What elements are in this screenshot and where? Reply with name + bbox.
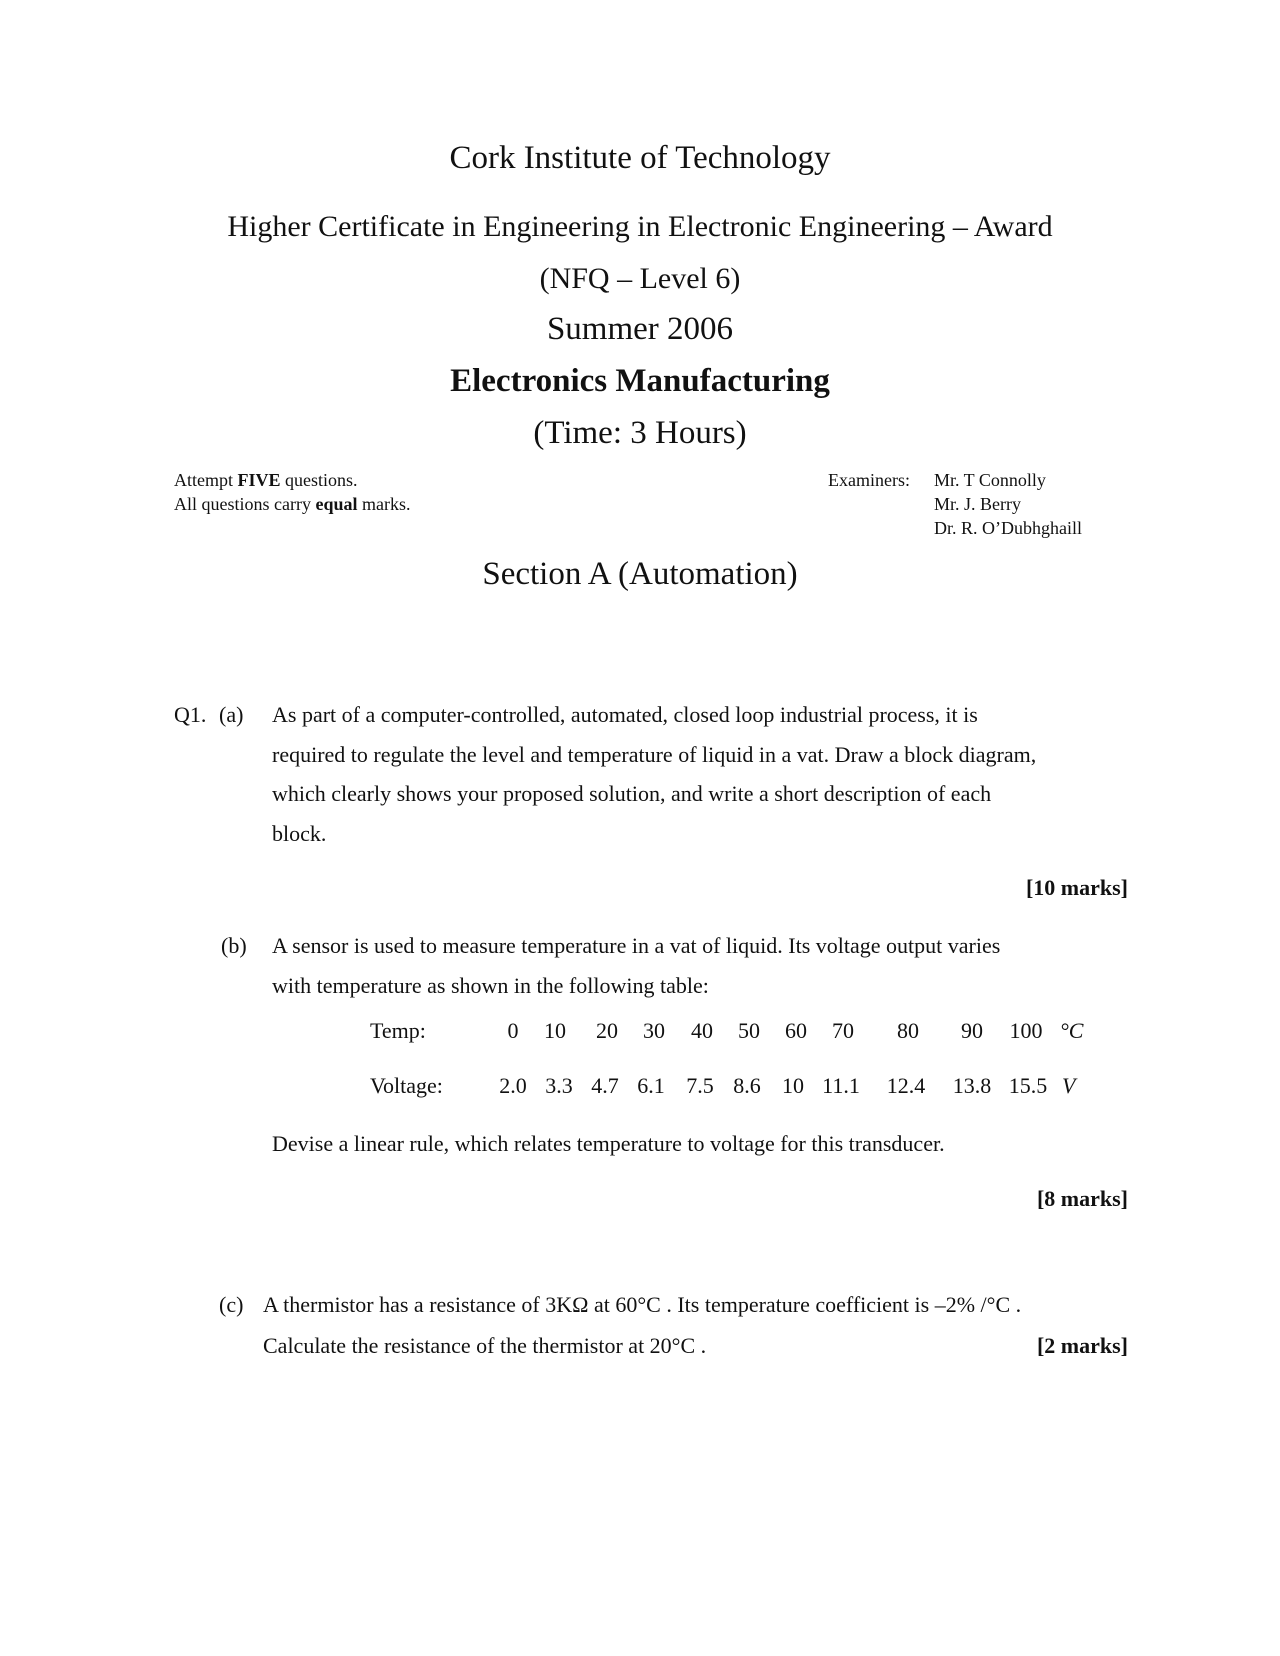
examiner-name: Dr. R. O’Dubhghaill <box>934 518 1082 538</box>
attempt-instruction: Attempt FIVE questions. <box>174 470 358 490</box>
level-title: (NFQ – Level 6) <box>539 262 741 295</box>
text-line: which clearly shows your proposed solution, and write a short description of each <box>272 781 992 806</box>
examiners-list <box>934 468 1082 540</box>
marks-instruction: All questions carry equal marks. <box>174 494 411 514</box>
voltage-cell: 11.1 <box>822 1073 860 1098</box>
subject-title: Electronics Manufacturing <box>450 363 830 399</box>
time-title: (Time: 3 Hours) <box>533 415 747 451</box>
section-title: Section A (Automation) <box>482 556 798 592</box>
voltage-cell: 8.6 <box>733 1073 761 1098</box>
temp-cell: 100 <box>1009 1018 1043 1043</box>
text-line: block. <box>272 820 327 846</box>
voltage-cell: 2.0 <box>499 1073 527 1098</box>
voltage-label: Voltage: <box>370 1073 443 1098</box>
text-line: A sensor is used to measure temperature in a vat of liquid. Its voltage output varies <box>272 933 1001 958</box>
part-c-marks: [2 marks] <box>1036 1333 1128 1358</box>
temp-cell: 10 <box>544 1018 566 1043</box>
voltage-cell: 15.5 <box>1008 1073 1048 1098</box>
temperature-row <box>0 1018 1280 1058</box>
part-b-text <box>272 926 1122 1005</box>
part-a-label: (a) <box>219 702 244 727</box>
voltage-cell: 10 <box>782 1073 804 1098</box>
part-b-marks: [8 marks] <box>1036 1186 1128 1211</box>
instructions <box>174 468 410 516</box>
temp-cell: 90 <box>961 1018 983 1043</box>
temp-cell: 40 <box>691 1018 713 1043</box>
temp-label: Temp: <box>370 1018 426 1043</box>
voltage-cell: 3.3 <box>545 1073 573 1098</box>
examiner-name: Mr. T Connolly <box>934 470 1046 490</box>
voltage-cell: 12.4 <box>886 1073 926 1098</box>
question-number: Q1. <box>174 702 207 727</box>
text-line: with temperature as shown in the following table: <box>272 972 709 998</box>
voltage-unit: V <box>1062 1073 1076 1098</box>
part-c-label: (c) <box>219 1292 244 1317</box>
voltage-cell: 13.8 <box>952 1073 992 1098</box>
voltage-row <box>0 1073 1280 1113</box>
temp-cell: 60 <box>785 1018 807 1043</box>
voltage-cell: 7.5 <box>686 1073 714 1098</box>
part-b-label: (b) <box>221 933 247 958</box>
session-title: Summer 2006 <box>546 311 734 347</box>
voltage-cell: 4.7 <box>591 1073 619 1098</box>
temp-unit: °C <box>1060 1018 1084 1043</box>
part-c-line-2: Calculate the resistance of the thermistor at 20°C . <box>263 1333 707 1358</box>
temp-cell: 0 <box>507 1018 519 1043</box>
text-line: required to regulate the level and temperature of liquid in a vat. Draw a block diagram, <box>272 741 1037 767</box>
temp-cell: 50 <box>738 1018 760 1043</box>
part-b-instruction: Devise a linear rule, which relates temperature to voltage for this transducer. <box>272 1131 945 1156</box>
temp-cell: 20 <box>596 1018 618 1043</box>
programme-title: Higher Certificate in Engineering in Electronic Engineering – Award <box>227 210 1053 243</box>
text-line: As part of a computer-controlled, automated, closed loop industrial process, it is <box>272 702 978 727</box>
part-c-line-1: A thermistor has a resistance of 3KΩ at 60°C . Its temperature coefficient is –2% /°C . <box>263 1292 1022 1317</box>
temp-cell: 30 <box>643 1018 665 1043</box>
part-a-text <box>272 695 1122 853</box>
temp-cell: 70 <box>832 1018 854 1043</box>
examiner-name: Mr. J. Berry <box>934 494 1021 514</box>
voltage-cell: 6.1 <box>637 1073 665 1098</box>
part-a-marks: [10 marks] <box>1025 875 1128 900</box>
examiners-label: Examiners: <box>828 470 910 490</box>
institution-title: Cork Institute of Technology <box>449 140 831 176</box>
temp-cell: 80 <box>897 1018 919 1043</box>
